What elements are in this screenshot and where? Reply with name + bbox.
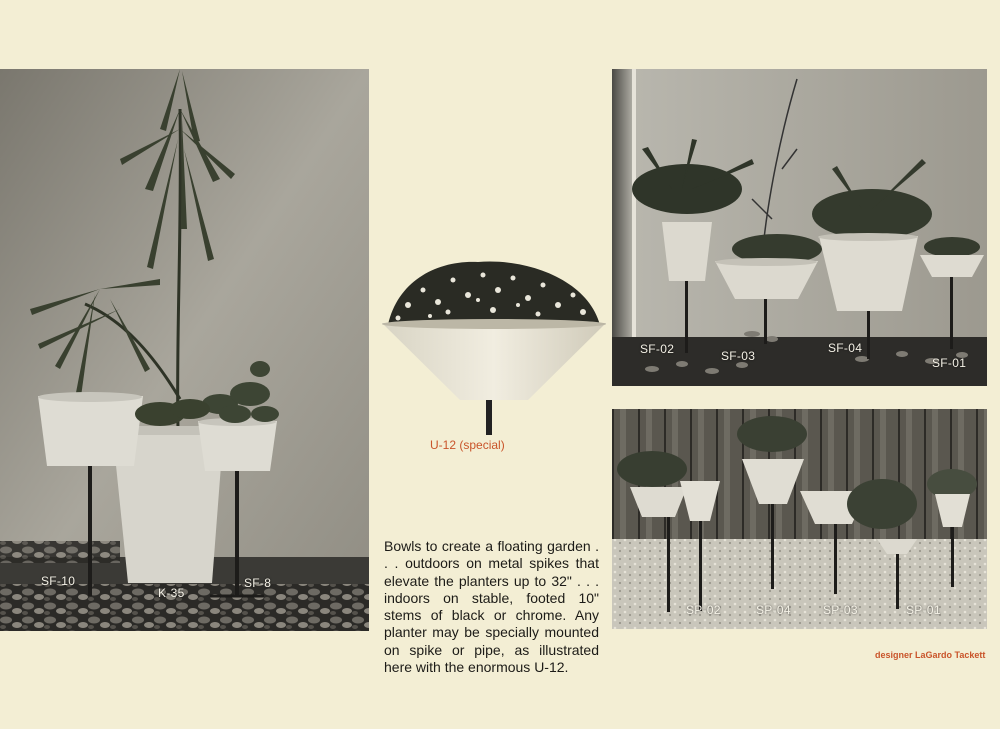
label-k-35: K-35 xyxy=(158,586,185,600)
description-paragraph: Bowls to create a floating garden . . . outdoors on metal spikes that elevate the planters up to 32" . . . indoors on stable, footed 10" stems of black or chrome. Any planter may be specially mounted on spike or pipe, as illustrated here with the enormous U-12. xyxy=(384,538,599,676)
label-sp-02: SP-02 xyxy=(686,603,721,617)
label-sf-8: SF-8 xyxy=(244,576,272,590)
label-sp-03: SP-03 xyxy=(823,603,858,617)
label-sp-01: SP-01 xyxy=(906,603,941,617)
label-sf-03: SF-03 xyxy=(721,349,756,363)
planters-illustration-bottom-right xyxy=(612,409,987,629)
label-sp-04: SP-04 xyxy=(756,603,791,617)
planters-illustration-top-right xyxy=(612,69,987,386)
planters-illustration-left xyxy=(0,69,369,631)
designer-credit: designer LaGardo Tackett xyxy=(875,650,986,660)
planters-photo-bottom-right xyxy=(612,409,987,629)
label-sf-10: SF-10 xyxy=(41,574,76,588)
bowl-illustration xyxy=(378,250,610,440)
label-sf-02: SF-02 xyxy=(640,342,675,356)
label-sf-01: SF-01 xyxy=(932,356,967,370)
planters-photo-left xyxy=(0,69,369,631)
planters-photo-top-right xyxy=(612,69,987,386)
label-sf-04: SF-04 xyxy=(828,341,863,355)
u-12-caption: U-12 (special) xyxy=(430,438,505,452)
u-12-bowl-photo xyxy=(378,250,610,440)
